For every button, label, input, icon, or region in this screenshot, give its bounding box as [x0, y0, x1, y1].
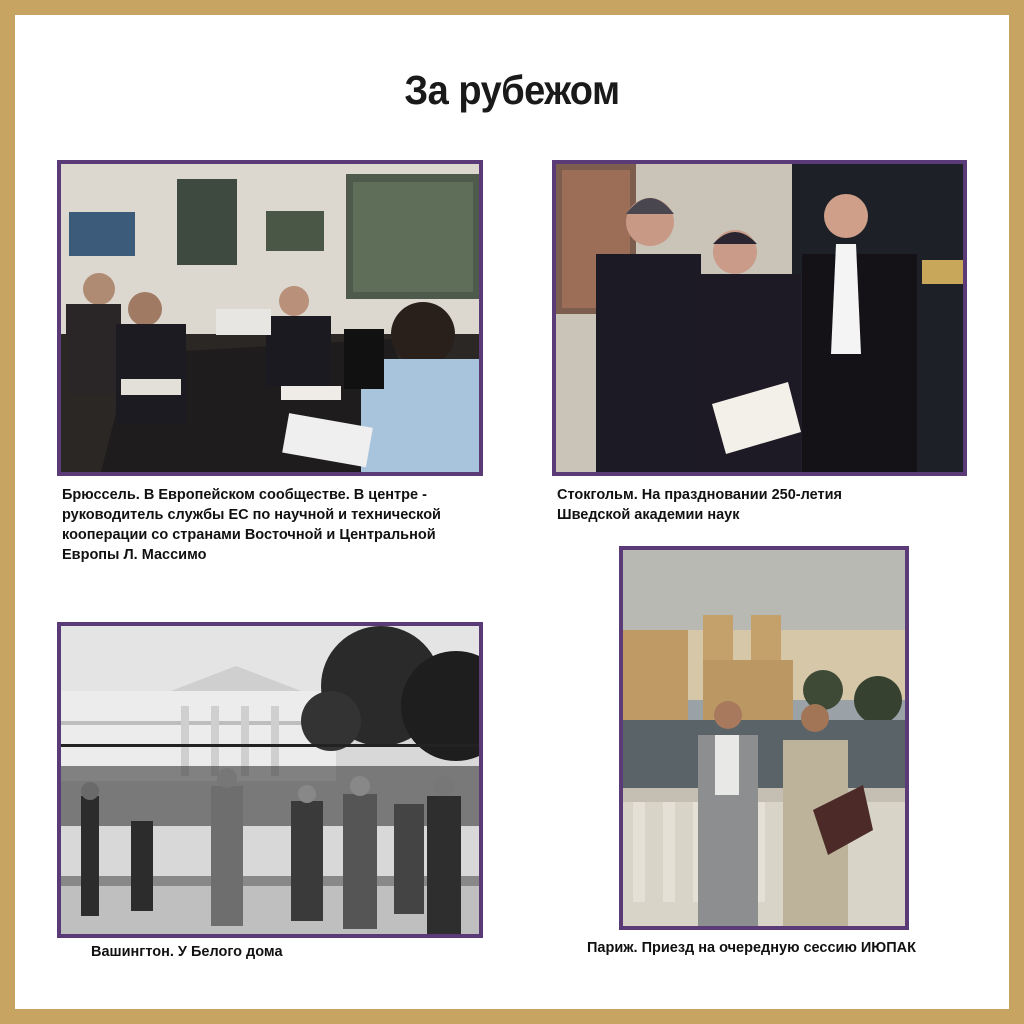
caption-stockholm	[557, 485, 957, 525]
photo-stockholm	[552, 160, 967, 476]
photo-brussels	[57, 160, 483, 476]
caption-line: кооперации со странами Восточной и Центральной	[62, 527, 436, 543]
photo-washington	[57, 622, 483, 938]
caption-line: Брюссель. В Европейском сообществе. В центре -	[62, 487, 427, 503]
caption-line: Европы Л. Массимо	[62, 547, 207, 563]
caption-line: Вашингтон. У Белого дома	[91, 944, 283, 960]
caption-line: Шведской академии наук	[557, 507, 740, 523]
photo-paris	[619, 546, 909, 930]
caption-line: руководитель службы ЕС по научной и технической	[62, 507, 441, 523]
caption-brussels	[62, 485, 492, 565]
caption-paris	[587, 938, 987, 958]
page-title: За рубежом	[404, 68, 620, 114]
caption-line: Стокгольм. На праздновании 250-летия	[557, 487, 842, 503]
caption-washington	[91, 942, 471, 962]
caption-line: Париж. Приезд на очередную сессию ИЮПАК	[587, 940, 916, 956]
